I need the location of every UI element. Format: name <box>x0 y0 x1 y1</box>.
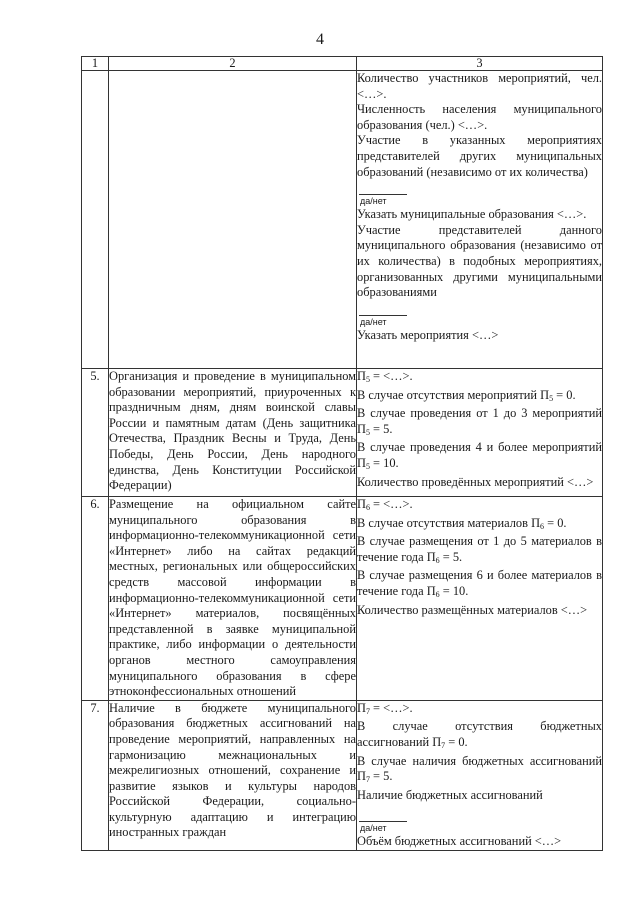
population-text: Численность населения муниципального образования (чел.) <…>. <box>357 102 602 132</box>
table-row <box>82 497 603 701</box>
specify-events-text: Указать мероприятия <…> <box>357 327 499 342</box>
calculation-cell <box>357 71 603 369</box>
criterion-cell <box>109 71 357 369</box>
row-number: 5. <box>82 369 109 497</box>
column-header-1: 1 <box>82 57 109 71</box>
row-number: 6. <box>82 497 109 701</box>
count-text: Количество проведённых мероприятий <…> <box>357 474 594 489</box>
calculation-cell <box>357 369 603 497</box>
yes-no-caption: да/нет <box>360 316 387 327</box>
budget-amount-text: Объём бюджетных ассигнований <…> <box>357 834 562 849</box>
count-text: Количество размещённых материалов <…> <box>357 602 588 617</box>
calculation-cell <box>357 497 603 701</box>
budget-presence-text: Наличие бюджетных ассигнований <box>357 787 543 802</box>
participants-text: Количество участников мероприятий, чел. <…>. <box>357 71 602 101</box>
own-representatives-participation-text: Участие представителей данного муниципального образования (независимо от их количества) в подобных мероприятиях, организованных другими муниципальными образованиями <box>357 222 602 300</box>
calculation-cell <box>357 700 603 850</box>
formula-line: $П_6$ = <…>. <box>357 497 413 512</box>
table-row <box>82 369 603 497</box>
formula-line: В случае размещения 6 и более материалов в течение года $П_6 = 10$. <box>357 568 602 599</box>
criteria-table <box>81 56 603 851</box>
criterion-text: Организация и проведение в муниципальном образовании мероприятий, приуроченных к праздничным дням, дням воинской славы России и памятным датам (День защитника Отечества, Праздник Весны и Труда, День Победы, День России, День народного единства, День Конституции Российской Федерации) <box>109 369 357 497</box>
page-number: 4 <box>316 31 324 48</box>
answer-line <box>359 180 407 195</box>
column-header-2: 2 <box>109 57 357 71</box>
row-number: 7. <box>82 700 109 850</box>
formula-line: В случае отсутствия материалов $П_6 = 0$. <box>357 515 567 531</box>
formula-line: В случае размещения от 1 до 5 материалов в течение года $П_6 = 5$. <box>357 534 602 565</box>
specify-municipalities-text: Указать муниципальные образования <…>. <box>357 207 587 222</box>
table-header-row <box>82 57 603 71</box>
formula-line: В случае отсутствия бюджетных ассигнований $П_7 = 0$. <box>357 719 602 750</box>
yes-no-caption: да/нет <box>360 196 387 207</box>
formula-line: $П_7$ = <…>. <box>357 700 413 716</box>
other-municipalities-participation-text: Участие в указанных мероприятиях представителей других муниципальных образований (независимо от их количества) <box>357 133 602 179</box>
formula-line: В случае отсутствия мероприятий $П_5 = 0$. <box>357 387 576 403</box>
answer-line <box>359 301 407 316</box>
column-header-3: 3 <box>357 57 603 71</box>
formula-line: В случае проведения от 1 до 3 мероприятий $П_5 = 5$. <box>357 406 602 437</box>
row-number-cell <box>82 71 109 369</box>
table-row <box>82 700 603 850</box>
table-row <box>82 71 603 369</box>
criterion-text: Размещение на официальном сайте муниципального образования в информационно-телекоммуникационной сети «Интернет» либо на сайтах редакций местных, региональных или общероссийских средств массовой информации в информационно-телекоммуникационной сети «Интернет» материалов, посвящённых представленной в заявке муниципальной практике, либо информации о деятельности органов местного самоуправления муниципального образования в сфере этноконфессиональных отношений <box>109 497 357 701</box>
formula-line: В случае наличия бюджетных ассигнований $П_7 = 5$. <box>357 753 602 785</box>
answer-line <box>359 807 407 822</box>
formula-line: $П_5$ = <…>. <box>357 369 413 384</box>
yes-no-caption: да/нет <box>360 823 387 834</box>
criterion-text: Наличие в бюджете муниципального образования бюджетных ассигнований на проведение мероприятий, направленных на гармонизацию межнациональных и межрелигиозных отношений, сохранение и развитие языков и культуры народов Российской Федерации, социально-культурную адаптацию и интеграцию иностранных граждан <box>109 700 357 850</box>
formula-line: В случае проведения 4 и более мероприятий $П_5 = 10$. <box>357 440 602 471</box>
